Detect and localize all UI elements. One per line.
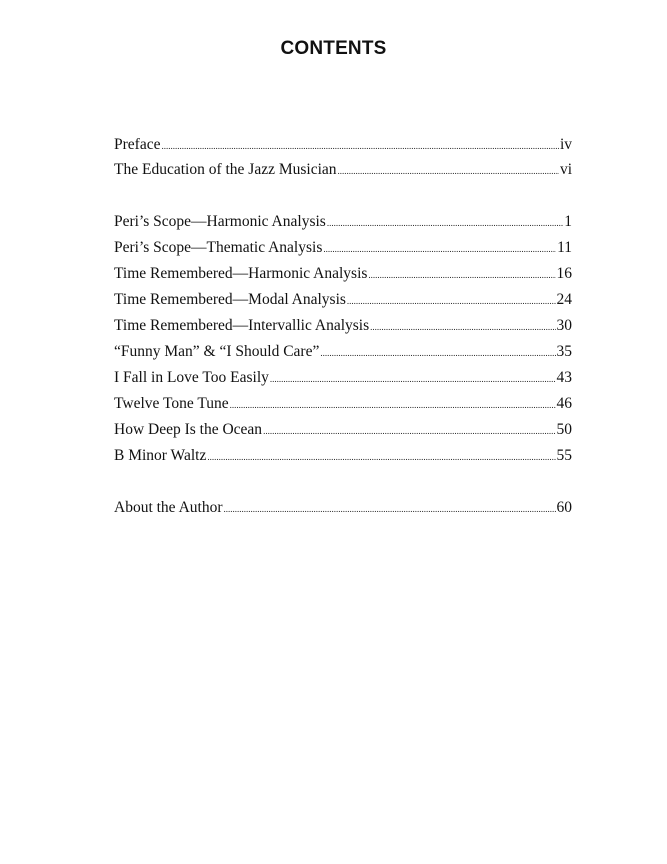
dot-leader bbox=[207, 446, 555, 468]
toc-entry-page: 30 bbox=[556, 317, 572, 334]
dot-leader bbox=[224, 498, 556, 520]
dot-leader bbox=[230, 394, 556, 416]
toc-entry-title: About the Author bbox=[114, 499, 223, 516]
dot-leader bbox=[327, 212, 563, 234]
toc-entry-page: 43 bbox=[556, 369, 572, 386]
toc-entry[interactable] bbox=[114, 159, 572, 181]
toc-entry[interactable] bbox=[114, 367, 572, 389]
toc-entry[interactable] bbox=[114, 445, 572, 467]
toc-entry-title: How Deep Is the Ocean bbox=[114, 421, 263, 438]
dot-leader bbox=[368, 264, 555, 286]
toc-entry-title: Peri’s Scope—Thematic Analysis bbox=[114, 239, 323, 256]
toc-entry-page: 24 bbox=[556, 291, 572, 308]
toc-entry-page: 55 bbox=[556, 447, 572, 464]
toc-entry[interactable] bbox=[114, 211, 572, 233]
dot-leader bbox=[161, 135, 558, 157]
toc-entry-title: Time Remembered—Harmonic Analysis bbox=[114, 265, 368, 282]
toc-entry-title: I Fall in Love Too Easily bbox=[114, 369, 269, 386]
toc-entry-title: Time Remembered—Intervallic Analysis bbox=[114, 317, 370, 334]
toc-entry-page: 16 bbox=[556, 265, 572, 282]
toc-entry-page: vi bbox=[559, 161, 572, 178]
dot-leader bbox=[338, 160, 559, 182]
toc-entry-page: iv bbox=[559, 136, 572, 153]
page-title: CONTENTS bbox=[280, 38, 387, 59]
toc-entry-page: 11 bbox=[557, 239, 572, 256]
toc-entry-title: Peri’s Scope—Harmonic Analysis bbox=[114, 213, 326, 230]
toc-entry[interactable] bbox=[114, 289, 572, 311]
toc-entry-page: 1 bbox=[564, 213, 572, 230]
toc-entry-page: 60 bbox=[556, 499, 572, 516]
toc-entry-title: Twelve Tone Tune bbox=[114, 395, 229, 412]
toc-entry-title: Preface bbox=[114, 136, 161, 153]
toc-entry[interactable] bbox=[114, 134, 572, 156]
toc-entry[interactable] bbox=[114, 497, 572, 519]
toc-entry[interactable] bbox=[114, 315, 572, 337]
toc-entry-title: B Minor Waltz bbox=[114, 447, 207, 464]
dot-leader bbox=[320, 342, 555, 364]
toc-entry-page: 50 bbox=[556, 421, 572, 438]
toc-entry[interactable] bbox=[114, 341, 572, 363]
dot-leader bbox=[347, 290, 556, 312]
toc-entry[interactable] bbox=[114, 237, 572, 259]
toc-entry[interactable] bbox=[114, 419, 572, 441]
toc-entry-page: 46 bbox=[556, 395, 572, 412]
toc-entry-page: 35 bbox=[556, 343, 572, 360]
dot-leader bbox=[323, 238, 556, 260]
dot-leader bbox=[270, 368, 556, 390]
dot-leader bbox=[370, 316, 555, 338]
toc-entry-title: Time Remembered—Modal Analysis bbox=[114, 291, 346, 308]
toc-entry[interactable] bbox=[114, 263, 572, 285]
toc-entry[interactable] bbox=[114, 393, 572, 415]
toc-entry-title: “Funny Man” & “I Should Care” bbox=[114, 343, 320, 360]
toc-entry-title: The Education of the Jazz Musician bbox=[114, 161, 337, 178]
dot-leader bbox=[263, 420, 555, 442]
